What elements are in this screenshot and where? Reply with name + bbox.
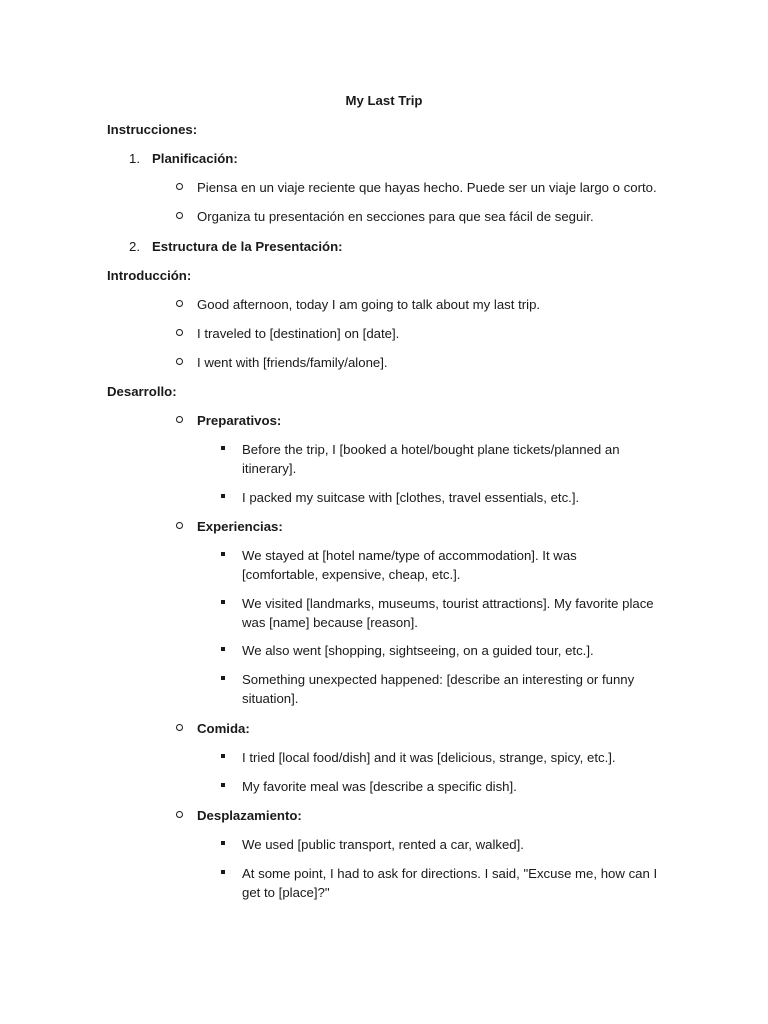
square-bullet-icon <box>220 546 230 556</box>
step1-bullet: Piensa en un viaje reciente que hayas hecho. Puede ser un viaje largo o corto. <box>197 180 657 195</box>
step2-number: 2. <box>129 239 140 254</box>
experiencias-label: Experiencias: <box>197 519 283 534</box>
square-bullet-icon <box>220 594 230 604</box>
comida-label: Comida: <box>197 721 250 736</box>
square-bullet-icon <box>220 864 230 874</box>
square-bullet-icon <box>220 777 230 787</box>
desplazamiento-item: We used [public transport, rented a car, walked]. <box>242 837 524 852</box>
square-bullet-icon <box>220 670 230 680</box>
intro-heading: Introducción: <box>107 268 192 283</box>
step1-label: Planificación: <box>152 151 238 166</box>
instructions-heading: Instrucciones: <box>107 122 198 137</box>
intro-bullet: I traveled to [destination] on [date]. <box>197 326 400 341</box>
document-title: My Last Trip <box>345 93 423 108</box>
square-bullet-icon <box>220 835 230 845</box>
experiencias-item: Something unexpected happened: [describe an interesting or funny situation]. <box>242 672 635 706</box>
preparativos-item: Before the trip, I [booked a hotel/bought plane tickets/planned an itinerary]. <box>242 442 620 476</box>
desplazamiento-label: Desplazamiento: <box>197 808 302 823</box>
circle-bullet-icon <box>175 178 185 188</box>
experiencias-item: We visited [landmarks, museums, tourist attractions]. My favorite place was [name] because [reason]. <box>242 596 654 630</box>
circle-bullet-icon <box>175 806 185 816</box>
circle-bullet-icon <box>175 324 185 334</box>
preparativos-label: Preparativos: <box>197 413 282 428</box>
desarrollo-heading: Desarrollo: <box>107 384 177 399</box>
square-bullet-icon <box>220 488 230 498</box>
step1-number: 1. <box>129 151 140 166</box>
square-bullet-icon <box>220 440 230 450</box>
preparativos-item: I packed my suitcase with [clothes, travel essentials, etc.]. <box>242 490 580 505</box>
desplazamiento-item: At some point, I had to ask for directions. I said, "Excuse me, how can I get to [place]?" <box>242 866 658 900</box>
circle-bullet-icon <box>175 295 185 305</box>
circle-bullet-icon <box>175 353 185 363</box>
square-bullet-icon <box>220 748 230 758</box>
step2-label: Estructura de la Presentación: <box>152 239 343 254</box>
circle-bullet-icon <box>175 411 185 421</box>
step1-bullet: Organiza tu presentación en secciones para que sea fácil de seguir. <box>197 209 594 224</box>
square-bullet-icon <box>220 641 230 651</box>
comida-item: I tried [local food/dish] and it was [delicious, strange, spicy, etc.]. <box>242 750 616 765</box>
experiencias-item: We stayed at [hotel name/type of accommodation]. It was [comfortable, expensive, cheap, etc.]. <box>242 548 577 582</box>
comida-item: My favorite meal was [describe a specific dish]. <box>242 779 517 794</box>
intro-bullet: I went with [friends/family/alone]. <box>197 355 388 370</box>
experiencias-item: We also went [shopping, sightseeing, on a guided tour, etc.]. <box>242 643 594 658</box>
circle-bullet-icon <box>175 719 185 729</box>
circle-bullet-icon <box>175 207 185 217</box>
circle-bullet-icon <box>175 517 185 527</box>
intro-bullet: Good afternoon, today I am going to talk about my last trip. <box>197 297 541 312</box>
